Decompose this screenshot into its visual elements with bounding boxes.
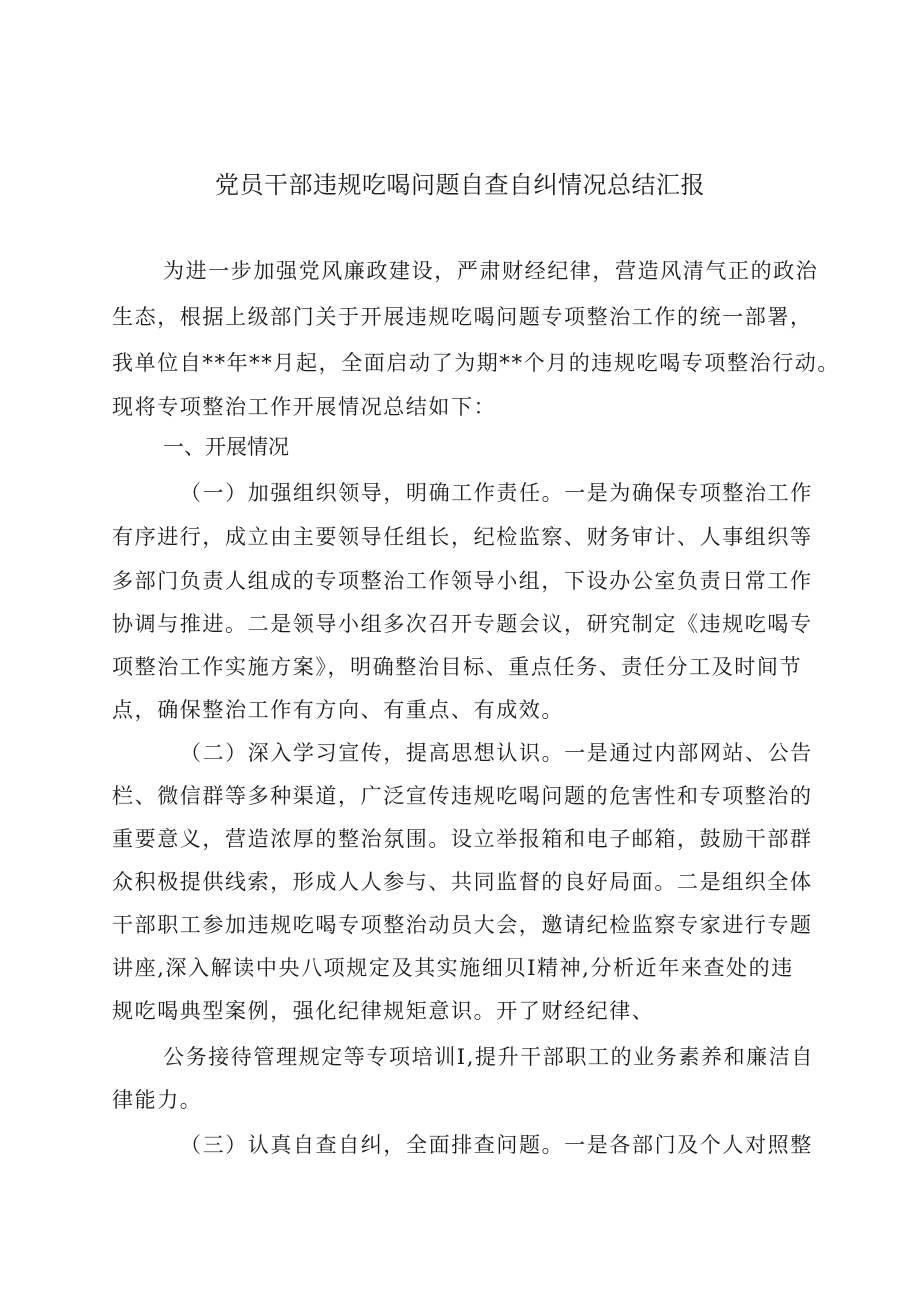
intro-line: 我单位自**年**月起，全面启动了为期**个月的违规吃喝专项整治行动。: [112, 351, 840, 375]
paragraph-line: 项整治工作实施方案》，明确整治目标、重点任务、责任分工及时间节: [112, 655, 803, 679]
paragraph-line: 公务接待管理规定等专项培训I,提升干部职工的业务素养和廉洁自: [163, 1045, 814, 1069]
paragraph-line: 有序进行，成立由主要领导任组长，纪检监察、财务审计、人事组织等: [112, 525, 813, 549]
paragraph-line: 多部门负责人组成的专项整治工作领导小组，下设办公室负责日常工作: [112, 569, 813, 593]
intro-line: 现将专项整治工作开展情况总结如下：: [112, 395, 497, 419]
paragraph-line: 栏、微信群等多种渠道，广泛宣传违规吃喝问题的危害性和专项整治的: [112, 784, 813, 808]
intro-line: 生态，根据上级部门关于开展违规吃喝问题专项整治工作的统一部署，: [112, 305, 813, 329]
paragraph-line: 规吃喝典型案例，强化纪律规矩意识。开了财经纪律、: [112, 999, 655, 1023]
paragraph-line: （一）加强组织领导，明确工作责任。一是为确保专项整治工作: [180, 481, 813, 505]
paragraph-line: （二）深入学习宣传，提高思想认识。一是通过内部网站、公告: [180, 741, 813, 765]
paragraph-line: 干部职工参加违规吃喝专项整治动员大会，邀请纪检监察专家进行专题: [112, 913, 813, 937]
document-title: 党员干部违规吃喝问题自查自纠情况总结汇报: [215, 171, 705, 199]
paragraph-line: 重要意义，营造浓厚的整治氛围。设立举报箱和电子邮箱，鼓励干部群: [112, 827, 813, 851]
paragraph-line: 众积极提供线索，形成人人参与、共同监督的良好局面。二是组织全体: [112, 870, 813, 894]
section-heading: 一、开展情况: [163, 435, 289, 459]
intro-line: 为进一步加强党风廉政建设，严肃财经纪律，营造风清气正的政治: [163, 259, 819, 283]
paragraph-line: 讲座,深入解读中央八项规定及其实施细贝I精神,分析近年来查处的违: [112, 956, 794, 980]
paragraph-line: 协调与推进。二是领导小组多次召开专题会议，研究制定《违规吃喝专: [112, 612, 813, 636]
paragraph-line: 点，确保整治工作有方向、有重点、有成效。: [112, 698, 564, 722]
paragraph-line: （三）认真自查自纠，全面排查问题。一是各部门及个人对照整: [180, 1133, 813, 1157]
paragraph-line: 律能力。: [112, 1088, 203, 1112]
